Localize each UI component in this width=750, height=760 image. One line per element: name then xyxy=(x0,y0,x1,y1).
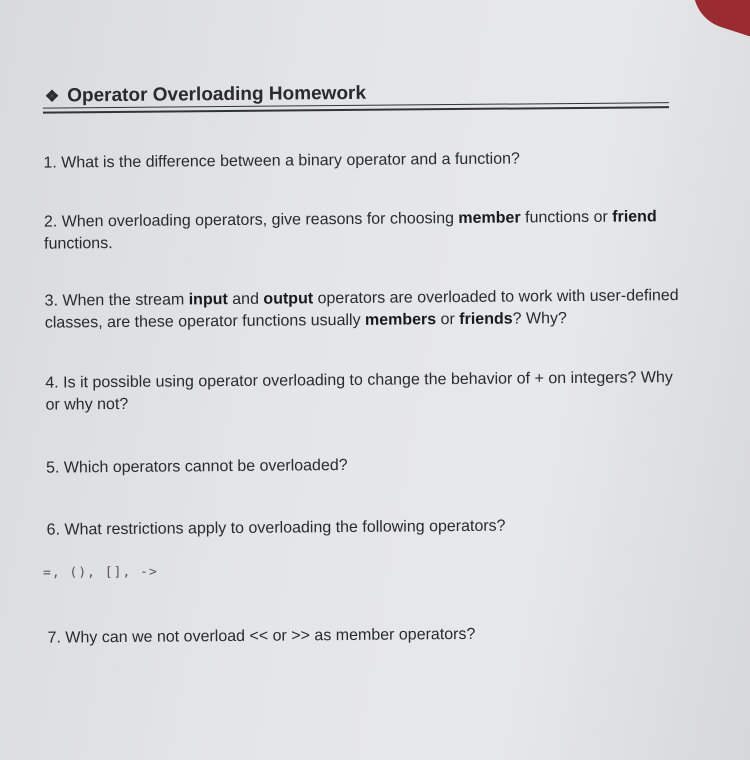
question-1: 1. What is the difference between a binary operator and a function? xyxy=(43,150,520,172)
question-5: 5. Which operators cannot be overloaded? xyxy=(46,456,348,477)
question-2: 2. When overloading operators, give reasons for choosing member functions or friend functions. xyxy=(43,208,657,253)
page-title xyxy=(45,83,366,108)
question-6: 6. What restrictions apply to overloading the following operators? xyxy=(46,517,506,539)
operator-list: =, (), [], -> xyxy=(42,564,158,581)
title-text: Operator Overloading Homework xyxy=(67,82,367,107)
question-7: 7. Why can we not overload << or >> as member operators? xyxy=(47,625,476,647)
question-4: 4. Is it possible using operator overloading to change the behavior of + on integers? Why or why not? xyxy=(45,369,673,414)
question-3: 3. When the stream input and output operators are overloaded to work with user-defined classes, are these operator functions usually members or friends? Why? xyxy=(44,287,679,332)
diamond-ornament-icon: ❖ xyxy=(44,88,60,106)
